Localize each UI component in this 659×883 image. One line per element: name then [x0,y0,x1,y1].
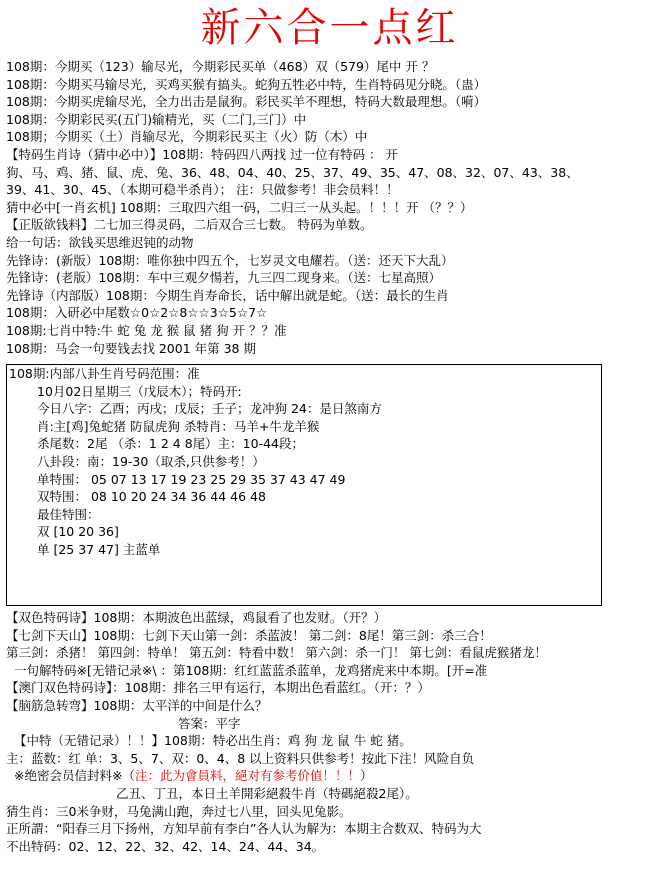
text-line: 【七剑下天山】108期：七剑下天山第一剑：杀蓝波！ 第二剑：8尾！第三剑：杀三合！ [6,627,492,643]
text-line: 不出特码：02、12、22、32、42、14、24、44、34。 [6,838,325,854]
text-line: 【正版欲钱料】二七加三得灵码，二后双合三七数。 特码为单数。 [6,217,373,233]
text-line: 主：蓝数：红 单：3、5、7、双：0、4、8 以上资料只供参考！按此下注！风险自负 [6,750,475,766]
secret-line [6,767,656,785]
text-line: 108期：今期买虎输尽光，全力出击是鼠狗。彩民买羊不理想，特码大数最理想。（嗬） [6,94,487,110]
text-line: 一句解特码※[无错记录※\ ：第108期：红红蓝蓝杀蓝单，龙鸡猪虎来中本期。[开=准 [14,662,488,678]
box-line: 双特围： 08 10 20 24 34 36 44 46 48 [37,489,266,505]
box-header: 108期:内部八卦生肖号码范围：准 [9,366,200,381]
text-line: 【澳门双色特码诗】：108期：排名三甲有运行，本期出色看蓝红。（开：？） [6,680,430,696]
box-line: 单 [25 37 47] 主蓝单 [37,541,161,557]
text-line: 给一句话：欲钱买思维迟钝的动物 [6,234,194,250]
box-line: 肖:主[鸡]兔蛇猪 防鼠虎狗 杀特肖：马羊+牛龙羊猴 [37,418,320,434]
text-line: 108期；今期买（土）肖输尽光，今期彩民买主（火）防（木）中 [6,129,368,145]
page-title: 新六合一点红 [200,5,459,51]
secret-suffix: ） [359,768,373,784]
text-line: 108期：马会一句要钱去找 2001 年第 38 期 [6,340,256,356]
text-line: 108期：入研必中尾数☆0☆2☆8☆☆3☆5☆7☆ [6,305,268,321]
text-line: 先锋诗：(新版）108期：唯你独中四五个，七岁灵文电耀若。（送：还天下大乱） [6,252,454,268]
text-line: 狗、马、鸡、猪、鼠、虎、兔、36、48、04、40、25、37、49、35、47、08、32、07、43、38、 [6,164,579,180]
top-content [6,58,656,357]
text-line: 答案：平字 [178,715,241,731]
box-line: 八卦段：南：19-30（取杀,只供参考！） [37,453,265,469]
text-line: 【特码生肖诗（猜中必中）】108期：特码四八两找 过一位有特码 ： 开 [6,146,399,162]
text-line: 108期：今期彩民买(五门)输精光，买（二门,三门）中 [6,111,307,127]
text-line: 第三剑：杀猪！ 第四剑：特单！ 第五剑：特看中数！ 第六剑：杀一门！ 第七剑：看鼠虎猴猪龙！ [6,645,547,661]
secret-prefix: ※绝密会员信封料※（ [14,768,135,784]
text-line: 【中特（无错记录）！！】108期：特必出生肖：鸡 狗 龙 鼠 牛 蛇 猪。 [14,733,412,749]
text-line: 猜中必中[一肖玄机] 108期：三取四六组一码，二归三一从头起。！！！开 （？？） [6,199,473,215]
text-line: 猜生肖：三0米争财，马兔满山跑，奔过七八里，回头见兔影。 [6,803,352,819]
box-line: 最佳特围： [37,506,100,522]
box-line: 杀尾数：2尾 （杀：1 2 4 8尾）主：10-44段； [37,436,304,452]
secret-warning: 注：此为會員料，絕对有参考价值！！！ [134,768,360,784]
text-line: 【脑筋急转弯】108期：太平洋的中间是什么？ [6,697,268,713]
text-line: 39、41、30、45、（本期可稳半杀肖）； 注：只做参考！非会员料！！ [6,182,399,198]
text-line: 108期:七肖中特:牛 蛇 兔 龙 猴 鼠 猪 狗 开 ？？准 [6,322,287,338]
text-line: 108期：今期买马输尽光，买鸡买猴有搞头。蛇狗五牲必中特，生肖特码见分晓。（蛊） [6,76,487,92]
text-line: 先锋诗（内部版）108期：今期生肖寿命长，话中解出就是蛇。（送：最长的生肖 [6,287,449,303]
box-line: 10月02日星期三（戊辰木）；特码开: [37,383,242,399]
box-line: 今日八字：乙酉；丙戌；戊辰；壬子；龙冲狗 24：是日煞南方 [37,401,382,417]
text-line: 先锋诗：(老版）108期：车中三观夕愓若，九三四二现身来。（送：七星高照） [6,270,441,286]
box-line: 双 [10 20 36] [37,524,119,540]
bottom-content [6,609,656,855]
bagua-box [6,364,602,606]
text-line: 乙丑、丁丑，本日土羊開彩絕殺牛肖（特碼絕殺2尾）。 [116,785,418,801]
text-line: 108期：今期买（123）输尽光，今期彩民买单（468）双（579）尾中 开 ？ [6,59,435,74]
text-line: 【双色特码诗】108期：本期波色出蓝绿，鸡鼠看了也发财。（开？） [6,610,387,625]
text-line: 正所謂：“阳春三月下扬州，方知早前有李白”各人认为解为：本期主合数双、特码为大 [6,821,482,837]
box-line: 单特围： 05 07 13 17 19 23 25 29 35 37 43 47 49 [37,471,346,487]
